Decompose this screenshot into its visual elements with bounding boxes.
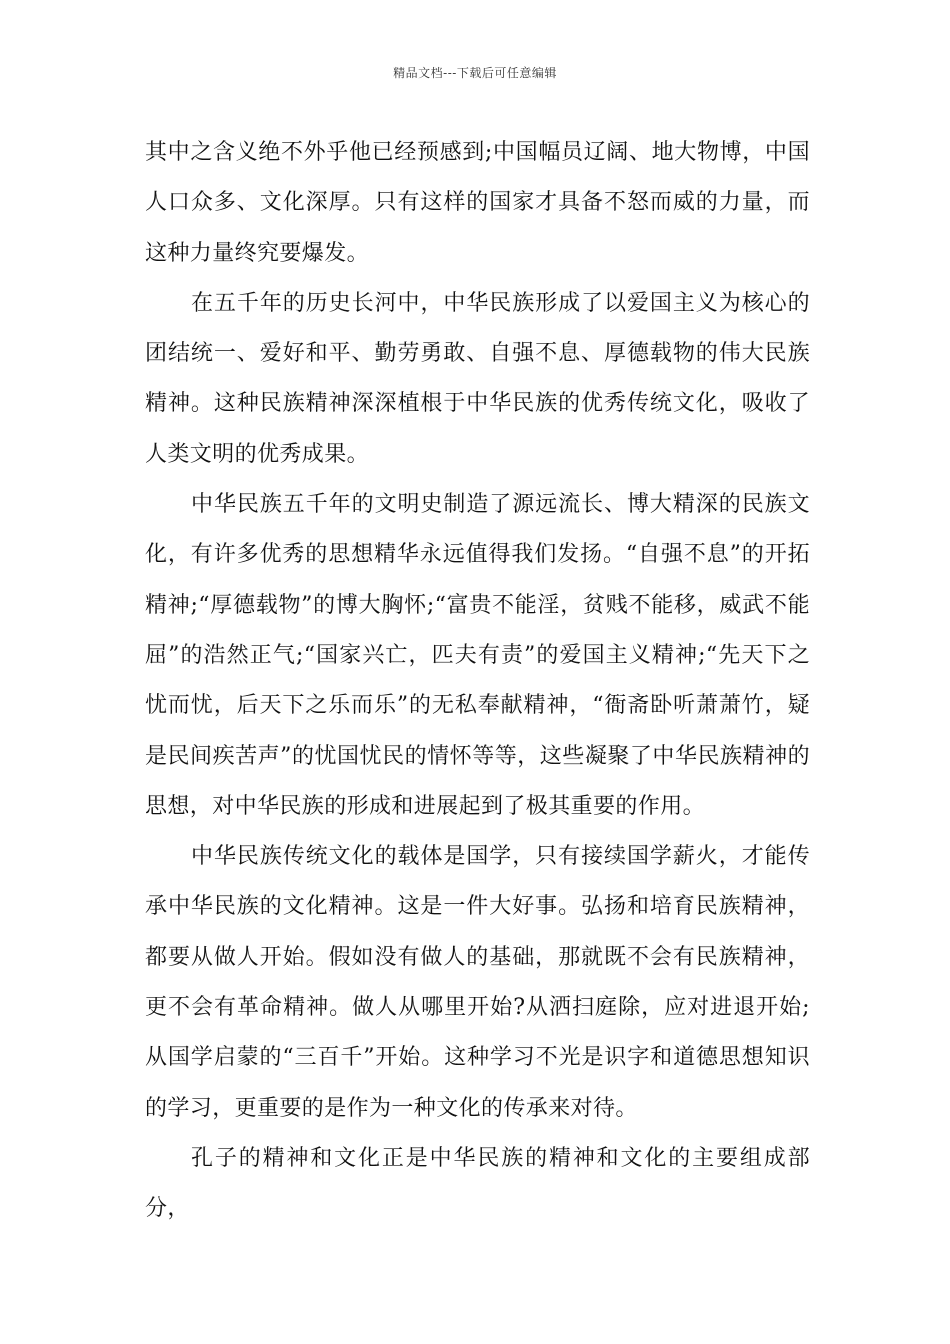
document-body <box>145 128 810 1235</box>
paragraph-5: 孔子的精神和文化正是中华民族的精神和文化的主要组成部分， <box>145 1145 810 1222</box>
paragraph-2: 在五千年的历史长河中，中华民族形成了以爱国主义为核心的团结统一、爱好和平、勤劳勇敢、自强不息、厚德载物的伟大民族精神。这种民族精神深深植根于中华民族的优秀传统文化，吸收了人类文明的优秀成果。 <box>145 290 810 467</box>
paragraph-4: 中华民族传统文化的载体是国学，只有接续国学薪火，才能传承中华民族的文化精神。这是一件大好事。弘扬和培育民族精神，都要从做人开始。假如没有做人的基础，那就既不会有民族精神，更不会有革命精神。做人从哪里开始?从洒扫庭除，应对进退开始;从国学启蒙的“三百千”开始。这种学习不光是识字和道德思想知识的学习，更重要的是作为一种文化的传承来对待。 <box>145 844 810 1121</box>
paragraph-3: 中华民族五千年的文明史制造了源远流长、博大精深的民族文化，有许多优秀的思想精华永远值得我们发扬。“自强不息”的开拓精神;“厚德载物”的博大胸怀;“富贵不能淫，贫贱不能移，威武不能屈”的浩然正气;“国家兴亡，匹夫有责”的爱国主义精神;“先天下之忧而忧，后天下之乐而乐”的无私奉献精神，“衙斋卧听萧萧竹，疑是民间疾苦声”的忧国忧民的情怀等等，这些凝聚了中华民族精神的思想，对中华民族的形成和进展起到了极其重要的作用。 <box>145 492 810 819</box>
page-header: 精品文档---下载后可任意编辑 <box>393 66 557 80</box>
paragraph-1: 其中之含义绝不外乎他已经预感到;中国幅员辽阔、地大物博，中国人口众多、文化深厚。只有这样的国家才具备不怒而威的力量，而这种力量终究要爆发。 <box>145 140 810 266</box>
